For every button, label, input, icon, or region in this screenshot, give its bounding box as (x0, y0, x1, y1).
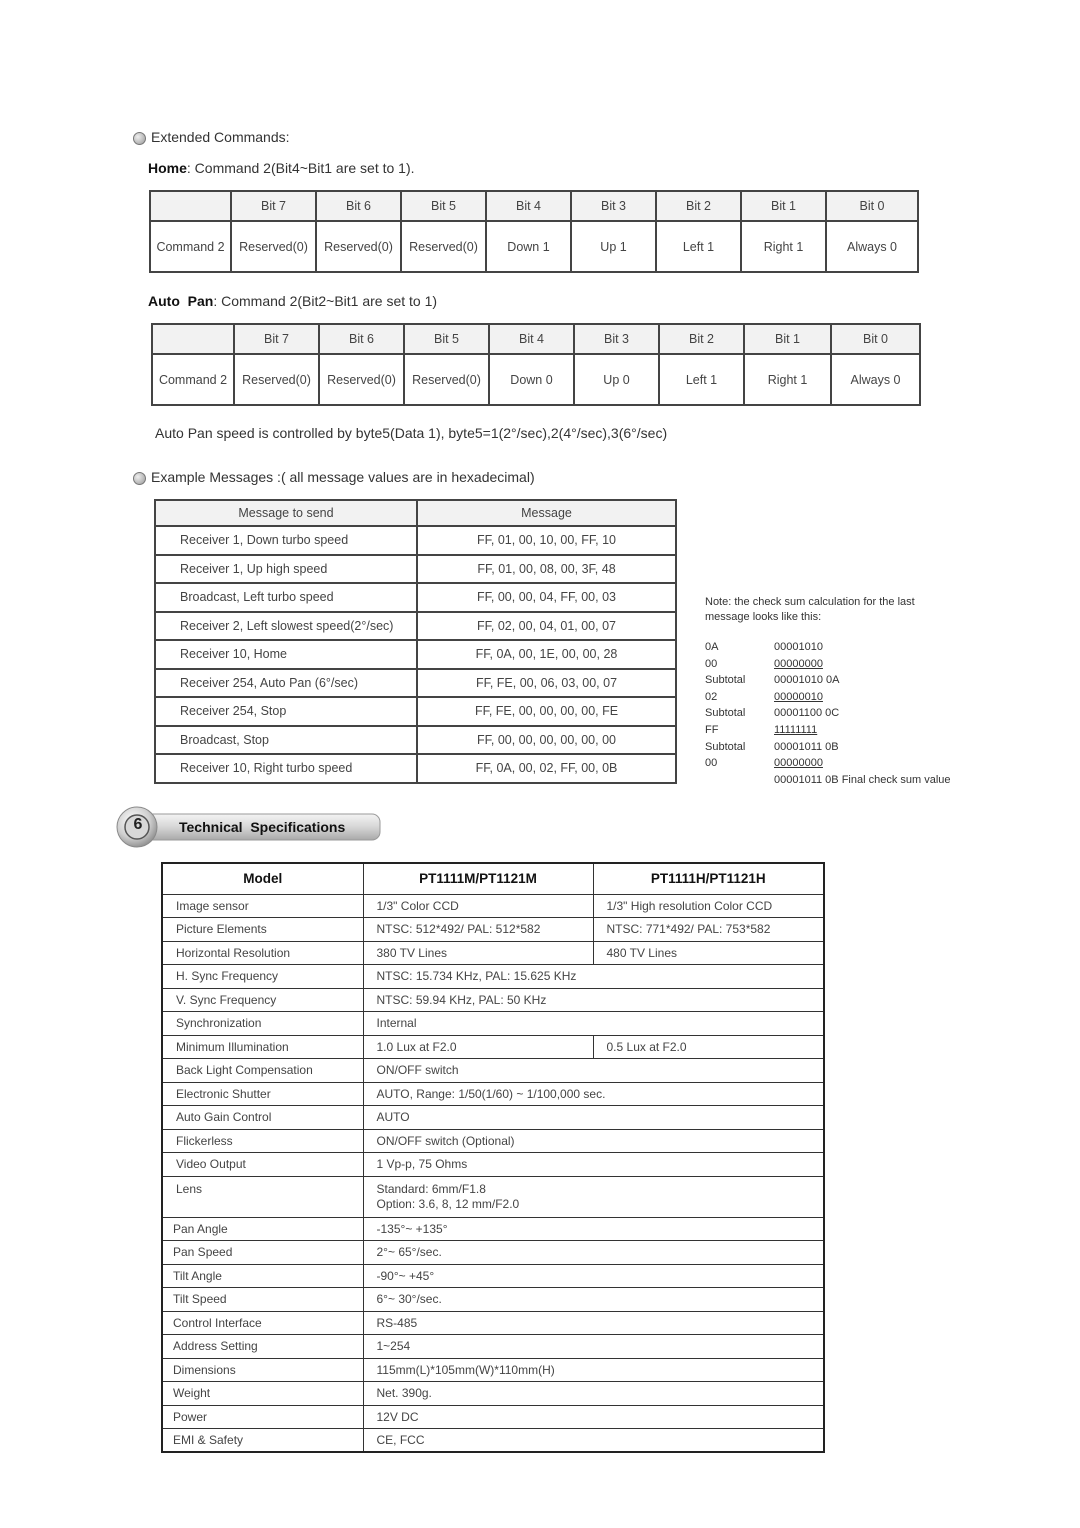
spec-label: Pan Speed (162, 1241, 363, 1265)
header-cell (150, 191, 231, 221)
header-cell: Bit 6 (319, 324, 404, 354)
table-row (152, 354, 920, 405)
spec-value: AUTO, Range: 1/50(1/60) ~ 1/100,000 sec. (363, 1082, 824, 1106)
table-row (162, 918, 824, 942)
calc-row: Subtotal 00001011 0B (705, 740, 839, 753)
table-row (162, 1106, 824, 1130)
header-cell: Bit 0 (826, 191, 918, 221)
spec-label: Pan Angle (162, 1217, 363, 1241)
header-cell: Bit 2 (659, 324, 744, 354)
table-header-row (150, 191, 918, 221)
message-bytes: FF, 01, 00, 08, 00, 3F, 48 (417, 555, 676, 584)
message-description: Receiver 254, Auto Pan (6°/sec) (155, 669, 417, 698)
header-cell: Message (417, 500, 676, 526)
spec-value: 1/3" Color CCD (363, 894, 593, 918)
table-cell: Always 0 (826, 221, 918, 272)
checksum-note (705, 594, 915, 625)
header-cell: Bit 7 (231, 191, 316, 221)
table-row (162, 1176, 824, 1217)
spec-value: 0.5 Lux at F2.0 (593, 1035, 824, 1059)
header-cell (152, 324, 234, 354)
spec-label: Flickerless (162, 1129, 363, 1153)
header-cell: Bit 5 (404, 324, 489, 354)
message-description: Receiver 10, Right turbo speed (155, 754, 417, 783)
spec-label: Tilt Speed (162, 1288, 363, 1312)
spec-label: Electronic Shutter (162, 1082, 363, 1106)
table-row (155, 669, 676, 698)
header-cell: Bit 1 (741, 191, 826, 221)
calc-row: 02 00000010 (705, 690, 823, 703)
calc-row: FF 11111111 (705, 723, 818, 736)
table-row (162, 1153, 824, 1177)
spec-value (363, 1176, 824, 1217)
spec-value: ON/OFF switch (Optional) (363, 1129, 824, 1153)
message-bytes: FF, 02, 00, 04, 01, 00, 07 (417, 612, 676, 641)
header-cell: Message to send (155, 500, 417, 526)
checksum-note-line: message looks like this: (705, 610, 822, 623)
spec-value: Net. 390g. (363, 1382, 824, 1406)
table-cell: Reserved(0) (401, 221, 486, 272)
table-row (162, 1264, 824, 1288)
header-cell: Bit 1 (744, 324, 831, 354)
section-title: Technical Specifications (179, 819, 346, 835)
home-bits-table (149, 190, 919, 273)
message-bytes: FF, 0A, 00, 02, FF, 00, 0B (417, 754, 676, 783)
spec-label: Control Interface (162, 1311, 363, 1335)
message-description: Broadcast, Stop (155, 726, 417, 755)
calc-row: 00 00000000 (705, 657, 823, 670)
bullet-icon (133, 132, 146, 145)
table-cell: Command 2 (150, 221, 231, 272)
table-cell: Right 1 (741, 221, 826, 272)
table-cell: Reserved(0) (316, 221, 401, 272)
calc-row: Subtotal 00001010 0A (705, 674, 840, 687)
table-row (162, 1035, 824, 1059)
spec-value: 480 TV Lines (593, 941, 824, 965)
table-row (162, 965, 824, 989)
table-row (162, 1311, 824, 1335)
spec-value: NTSC: 15.734 KHz, PAL: 15.625 KHz (363, 965, 824, 989)
table-row (155, 754, 676, 783)
example-messages-table (154, 499, 677, 784)
section-number: 6 (133, 816, 143, 833)
spec-label: EMI & Safety (162, 1429, 363, 1453)
table-row (162, 941, 824, 965)
message-description: Receiver 2, Left slowest speed(2°/sec) (155, 612, 417, 641)
spec-label: Dimensions (162, 1358, 363, 1382)
spec-value: 380 TV Lines (363, 941, 593, 965)
spec-label: Back Light Compensation (162, 1059, 363, 1083)
table-row (162, 894, 824, 918)
header-cell: Model (162, 863, 363, 894)
checksum-note-line: Note: the check sum calculation for the last (705, 596, 915, 608)
table-row (150, 221, 918, 272)
spec-label: Power (162, 1405, 363, 1429)
spec-value: 115mm(L)*105mm(W)*110mm(H) (363, 1358, 824, 1382)
table-cell: Reserved(0) (234, 354, 319, 405)
table-row (155, 555, 676, 584)
calc-row: 00001011 0B Final check sum value (774, 773, 951, 786)
spec-label: Synchronization (162, 1012, 363, 1036)
table-row (155, 640, 676, 669)
example-messages-heading: Example Messages :( all message values are in hexadecimal) (133, 469, 535, 485)
spec-label: Horizontal Resolution (162, 941, 363, 965)
calc-row: 0A 00001010 (705, 641, 823, 653)
table-row (162, 1082, 824, 1106)
spec-label: Lens (162, 1176, 363, 1217)
table-header-row (152, 324, 920, 354)
table-row (162, 988, 824, 1012)
table-row (155, 612, 676, 641)
spec-label: Image sensor (162, 894, 363, 918)
table-row (162, 1405, 824, 1429)
table-row (162, 1288, 824, 1312)
spec-label: V. Sync Frequency (162, 988, 363, 1012)
message-description: Receiver 1, Up high speed (155, 555, 417, 584)
header-cell: Bit 2 (656, 191, 741, 221)
header-cell: PT1111H/PT1121H (593, 863, 824, 894)
header-cell: Bit 0 (831, 324, 920, 354)
lens-standard: Standard: 6mm/F1.8 (376, 1181, 486, 1196)
technical-specs-table (161, 862, 825, 1453)
spec-value: NTSC: 512*492/ PAL: 512*582 (363, 918, 593, 942)
spec-label: Address Setting (162, 1335, 363, 1359)
table-row (162, 1382, 824, 1406)
header-cell: Bit 3 (571, 191, 656, 221)
message-description: Broadcast, Left turbo speed (155, 583, 417, 612)
spec-value: 1/3" High resolution Color CCD (593, 894, 824, 918)
spec-value: 2°~ 65°/sec. (363, 1241, 824, 1265)
message-bytes: FF, 01, 00, 10, 00, FF, 10 (417, 526, 676, 555)
spec-label: Auto Gain Control (162, 1106, 363, 1130)
spec-label: Picture Elements (162, 918, 363, 942)
autopan-bits-table (151, 323, 921, 406)
calc-row: 00 00000000 (705, 757, 823, 770)
spec-value: AUTO (363, 1106, 824, 1130)
header-cell: Bit 4 (486, 191, 571, 221)
table-cell: Right 1 (744, 354, 831, 405)
header-cell: Bit 3 (574, 324, 659, 354)
header-cell: Bit 7 (234, 324, 319, 354)
table-row (155, 583, 676, 612)
spec-value: RS-485 (363, 1311, 824, 1335)
message-description: Receiver 1, Down turbo speed (155, 526, 417, 555)
spec-label: Video Output (162, 1153, 363, 1177)
spec-label: Weight (162, 1382, 363, 1406)
message-bytes: FF, 0A, 00, 1E, 00, 00, 28 (417, 640, 676, 669)
spec-value: 1~254 (363, 1335, 824, 1359)
autopan-speed-note: Auto Pan speed is controlled by byte5(Data 1), byte5=1(2°/sec),2(4°/sec),3(6°/sec) (155, 425, 668, 441)
checksum-calculation (705, 639, 975, 788)
table-cell: Up 0 (574, 354, 659, 405)
table-row (162, 1059, 824, 1083)
table-row (162, 1429, 824, 1453)
section-header (114, 806, 384, 848)
spec-value: Internal (363, 1012, 824, 1036)
message-description: Receiver 10, Home (155, 640, 417, 669)
table-row (162, 1012, 824, 1036)
spec-value: 6°~ 30°/sec. (363, 1288, 824, 1312)
table-header-row (162, 863, 824, 894)
spec-value: 12V DC (363, 1405, 824, 1429)
message-bytes: FF, FE, 00, 06, 03, 00, 07 (417, 669, 676, 698)
table-cell: Down 0 (489, 354, 574, 405)
spec-value: NTSC: 59.94 KHz, PAL: 50 KHz (363, 988, 824, 1012)
table-cell: Left 1 (656, 221, 741, 272)
table-header-row (155, 500, 676, 526)
table-cell: Always 0 (831, 354, 920, 405)
extended-commands-heading: Extended Commands: (133, 129, 290, 145)
table-row (162, 1129, 824, 1153)
spec-value: -135°~ +135° (363, 1217, 824, 1241)
table-cell: Left 1 (659, 354, 744, 405)
table-cell: Reserved(0) (231, 221, 316, 272)
bullet-icon (133, 472, 146, 485)
table-cell: Down 1 (486, 221, 571, 272)
table-row (162, 1335, 824, 1359)
table-row (155, 726, 676, 755)
spec-value: -90°~ +45° (363, 1264, 824, 1288)
header-cell: PT1111M/PT1121M (363, 863, 593, 894)
spec-label: Minimum Illumination (162, 1035, 363, 1059)
spec-label: Tilt Angle (162, 1264, 363, 1288)
header-cell: Bit 5 (401, 191, 486, 221)
table-cell: Command 2 (152, 354, 234, 405)
table-row (155, 697, 676, 726)
message-bytes: FF, FE, 00, 00, 00, 00, FE (417, 697, 676, 726)
message-bytes: FF, 00, 00, 00, 00, 00, 00 (417, 726, 676, 755)
spec-value: ON/OFF switch (363, 1059, 824, 1083)
spec-label: H. Sync Frequency (162, 965, 363, 989)
table-cell: Up 1 (571, 221, 656, 272)
home-description: Home: Command 2(Bit4~Bit1 are set to 1). (148, 160, 415, 176)
autopan-description: Auto Pan: Command 2(Bit2~Bit1 are set to 1) (148, 293, 438, 309)
spec-value: 1.0 Lux at F2.0 (363, 1035, 593, 1059)
calc-row: Subtotal 00001100 0C (705, 707, 840, 720)
table-row (155, 526, 676, 555)
spec-value: CE, FCC (363, 1429, 824, 1453)
table-cell: Reserved(0) (319, 354, 404, 405)
table-cell: Reserved(0) (404, 354, 489, 405)
spec-value: NTSC: 771*492/ PAL: 753*582 (593, 918, 824, 942)
message-description: Receiver 254, Stop (155, 697, 417, 726)
header-cell: Bit 6 (316, 191, 401, 221)
table-row (162, 1241, 824, 1265)
table-row (162, 1358, 824, 1382)
lens-option: Option: 3.6, 8, 12 mm/F2.0 (376, 1196, 520, 1211)
header-cell: Bit 4 (489, 324, 574, 354)
table-row (162, 1217, 824, 1241)
message-bytes: FF, 00, 00, 04, FF, 00, 03 (417, 583, 676, 612)
spec-value: 1 Vp-p, 75 Ohms (363, 1153, 824, 1177)
